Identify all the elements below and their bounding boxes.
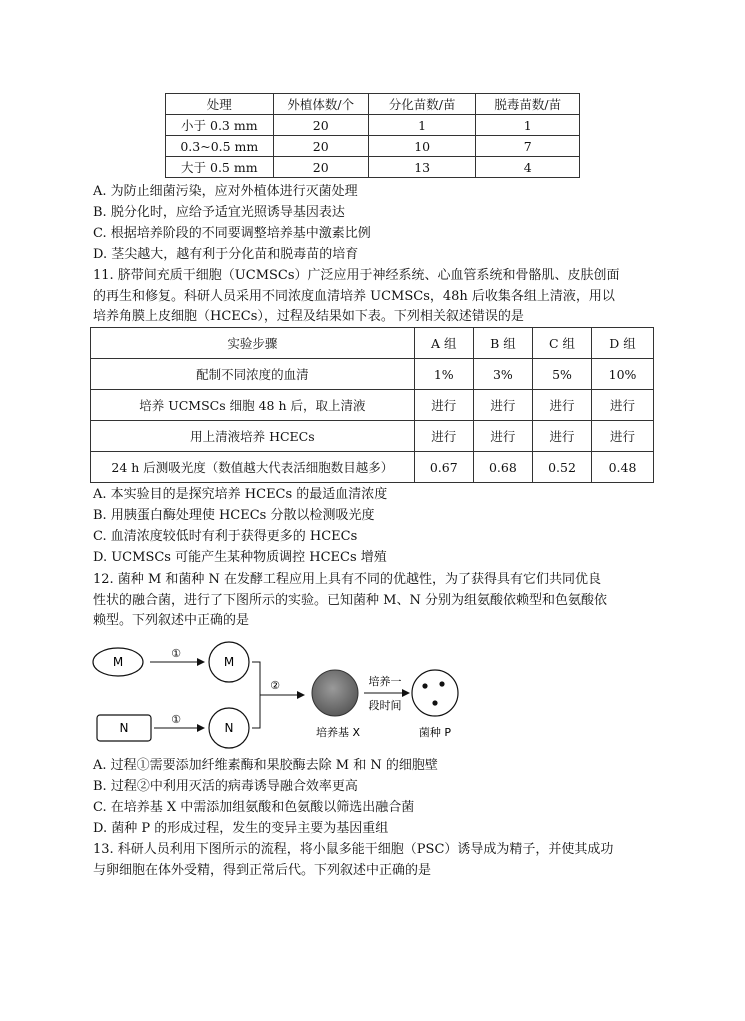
colony — [432, 700, 437, 705]
treatment-table — [165, 93, 580, 178]
q11-stem-line: 培养角膜上皮细胞（HCECs），过程及结果如下表。下列相关叙述错误的是 — [93, 309, 524, 324]
table-cell: 20 — [273, 136, 368, 157]
table-cell: 24 h 后测吸光度（数值越大代表活细胞数目越多） — [91, 452, 415, 483]
table-row — [91, 359, 654, 390]
fusion-diagram — [92, 640, 492, 750]
q12-option-d: D. 菌种 P 的形成过程，发生的变异主要为基因重组 — [93, 821, 389, 836]
protoplast-n-label: N — [224, 721, 234, 735]
table-cell: 0.67 — [414, 452, 473, 483]
strain-p-label: 菌种 P — [418, 726, 452, 739]
q10-option-a: A. 为防止细菌污染，应对外植体进行灭菌处理 — [93, 184, 358, 199]
table-cell: 用上清液培养 HCECs — [91, 421, 415, 452]
table-cell: 10% — [592, 359, 654, 390]
q11-stem-line: 11. 脐带间充质干细胞（UCMSCs）广泛应用于神经系统、心血管系统和骨骼肌、皮肤创面 — [93, 268, 620, 283]
table-cell: 20 — [273, 157, 368, 178]
table-cell: 5% — [532, 359, 591, 390]
table-header-cell: 处理 — [166, 94, 274, 115]
table-cell: 3% — [473, 359, 532, 390]
table-row — [91, 390, 654, 421]
colony — [422, 683, 427, 688]
table-cell: 配制不同浓度的血清 — [91, 359, 415, 390]
merge-bracket — [252, 662, 260, 728]
q12-option-a: A. 过程①需要添加纤维素酶和果胶酶去除 M 和 N 的细胞壁 — [93, 758, 438, 773]
q11-option-b: B. 用胰蛋白酶处理使 HCECs 分散以检测吸光度 — [93, 508, 375, 523]
medium-x-plate — [312, 670, 358, 716]
table-cell: 13 — [368, 157, 476, 178]
table-row — [166, 157, 580, 178]
table-cell: 0.68 — [473, 452, 532, 483]
table-header-cell: 分化苗数/苗 — [368, 94, 476, 115]
table-cell: 0.48 — [592, 452, 654, 483]
table-header-cell: 外植体数/个 — [273, 94, 368, 115]
strain-m-label: M — [112, 655, 124, 669]
colony — [439, 681, 444, 686]
table-cell: 4 — [476, 157, 580, 178]
table-cell: 1 — [476, 115, 580, 136]
table-cell: 进行 — [473, 421, 532, 452]
table-header-cell: 脱毒苗数/苗 — [476, 94, 580, 115]
culture-text-1: 培养一 — [368, 675, 402, 688]
culture-text-2: 段时间 — [368, 699, 402, 712]
table-row — [166, 136, 580, 157]
table-header-row — [91, 328, 654, 359]
table-header-row — [166, 94, 580, 115]
q12-option-b: B. 过程②中利用灭活的病毒诱导融合效率更高 — [93, 779, 358, 794]
strain-p-plate — [412, 670, 458, 716]
table-cell: 大于 0.5 mm — [166, 157, 274, 178]
q10-option-c: C. 根据培养阶段的不同要调整培养基中激素比例 — [93, 226, 371, 241]
q12-option-c: C. 在培养基 X 中需添加组氨酸和色氨酸以筛选出融合菌 — [93, 800, 415, 815]
table-cell: 进行 — [592, 421, 654, 452]
table-cell: 进行 — [414, 421, 473, 452]
step2-label: ② — [270, 679, 280, 692]
table-cell: 培养 UCMSCs 细胞 48 h 后，取上清液 — [91, 390, 415, 421]
table-row — [166, 115, 580, 136]
q11-stem-line: 的再生和修复。科研人员采用不同浓度血清培养 UCMSCs，48h 后收集各组上清液，用以 — [93, 289, 615, 304]
table-cell: 进行 — [473, 390, 532, 421]
table-header-cell: C 组 — [532, 328, 591, 359]
table-row — [91, 452, 654, 483]
q11-option-d: D. UCMSCs 可能产生某种物质调控 HCECs 增殖 — [93, 550, 387, 565]
table-cell: 1 — [368, 115, 476, 136]
table-cell: 7 — [476, 136, 580, 157]
table-cell: 进行 — [414, 390, 473, 421]
table-cell: 20 — [273, 115, 368, 136]
table-cell: 0.52 — [532, 452, 591, 483]
q11-option-a: A. 本实验目的是探究培养 HCECs 的最适血清浓度 — [93, 487, 388, 502]
q13-stem-line: 13. 科研人员利用下图所示的流程，将小鼠多能干细胞（PSC）诱导成为精子，并使其成功 — [93, 842, 614, 857]
medium-x-label: 培养基 X — [315, 726, 361, 739]
q12-stem-line: 性状的融合菌，进行了下图所示的实验。已知菌种 M、N 分别为组氨酸依赖型和色氨酸依 — [93, 593, 607, 608]
table-cell: 进行 — [532, 421, 591, 452]
table-cell: 0.3~0.5 mm — [166, 136, 274, 157]
table-cell: 小于 0.3 mm — [166, 115, 274, 136]
table-row — [91, 421, 654, 452]
table-header-cell: D 组 — [592, 328, 654, 359]
experiment-table — [90, 327, 654, 483]
step1-label-bottom: ① — [171, 713, 181, 726]
q11-option-c: C. 血清浓度较低时有利于获得更多的 HCECs — [93, 529, 358, 544]
q13-stem-line: 与卵细胞在体外受精，得到正常后代。下列叙述中正确的是 — [93, 863, 432, 878]
table-header-cell: B 组 — [473, 328, 532, 359]
q12-stem-line: 赖型。下列叙述中正确的是 — [93, 613, 250, 628]
q10-option-d: D. 茎尖越大，越有利于分化苗和脱毒苗的培育 — [93, 247, 359, 262]
q10-option-b: B. 脱分化时，应给予适宜光照诱导基因表达 — [93, 205, 345, 220]
table-cell: 进行 — [532, 390, 591, 421]
q12-stem-line: 12. 菌种 M 和菌种 N 在发酵工程应用上具有不同的优越性，为了获得具有它们共同优良 — [93, 572, 602, 587]
protoplast-m-label: M — [223, 655, 235, 669]
table-header-cell: 实验步骤 — [91, 328, 415, 359]
strain-n-label: N — [119, 721, 129, 735]
step1-label: ① — [171, 647, 181, 660]
table-cell: 1% — [414, 359, 473, 390]
table-header-cell: A 组 — [414, 328, 473, 359]
table-cell: 进行 — [592, 390, 654, 421]
table-cell: 10 — [368, 136, 476, 157]
